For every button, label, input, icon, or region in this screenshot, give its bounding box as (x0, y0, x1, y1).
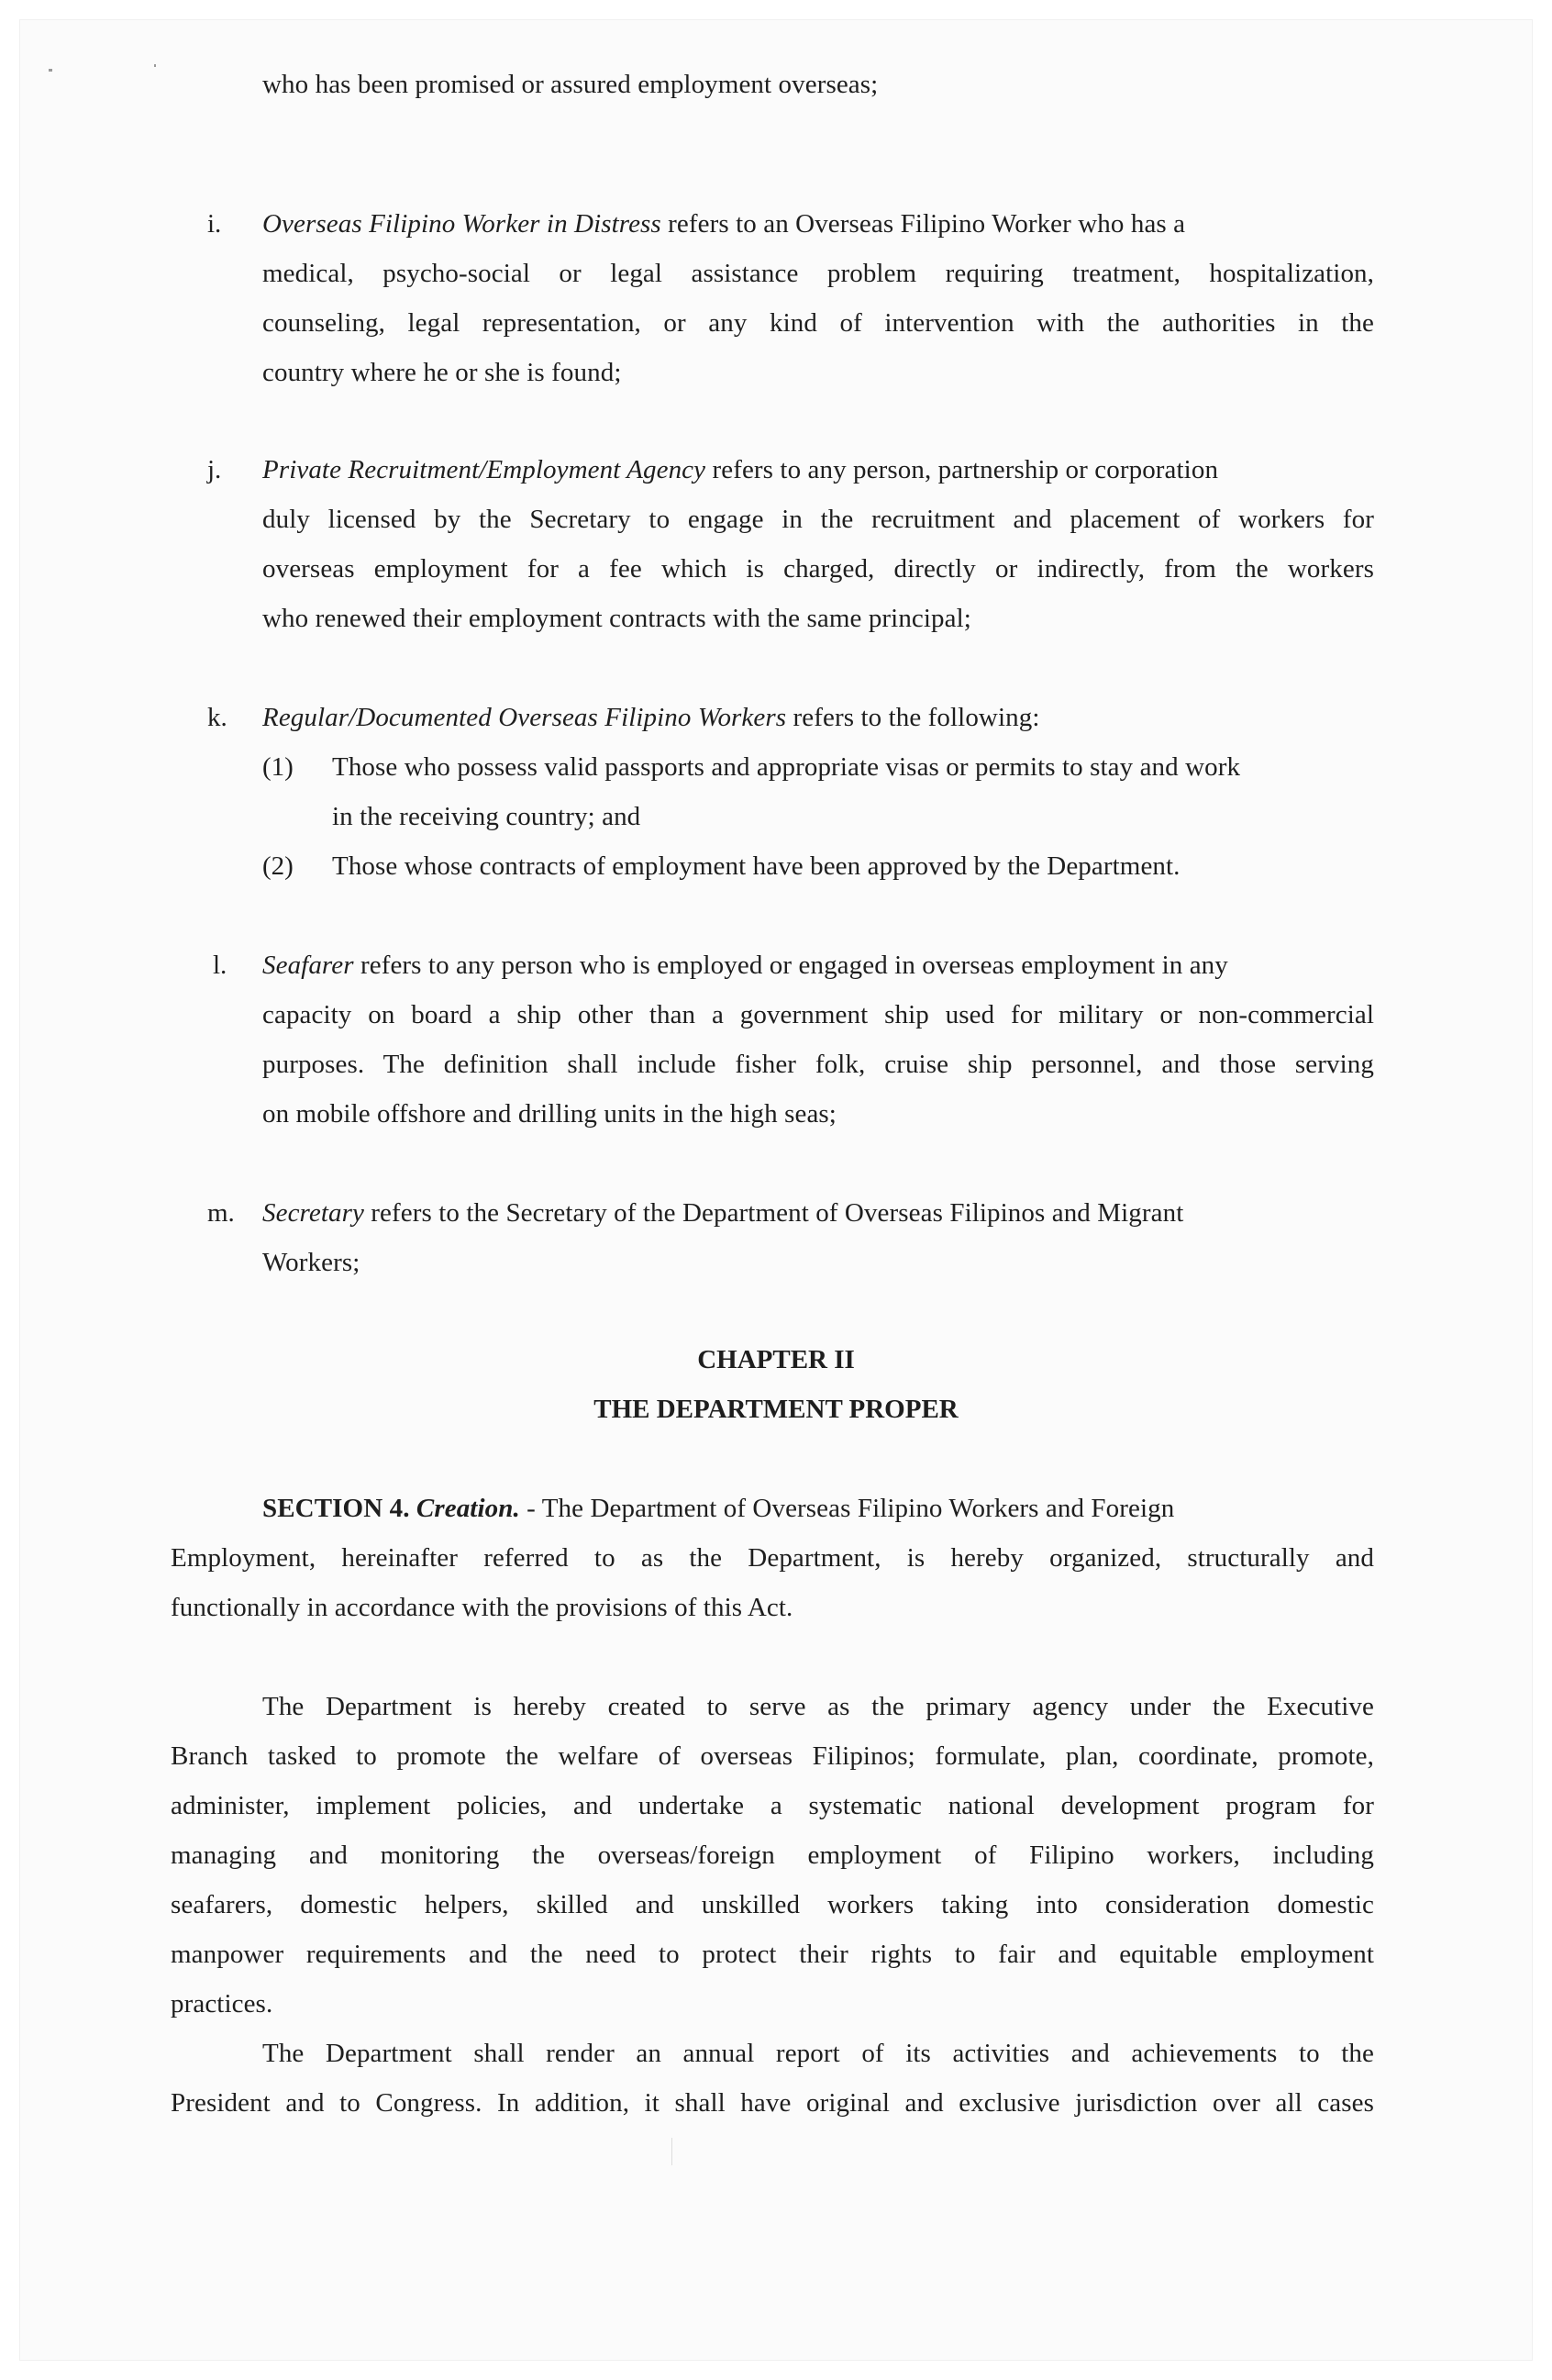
paragraph-1-line-2: Branch tasked to promote the welfare of overseas Filipinos; formulate, plan, coordinate, promote, (171, 1741, 1374, 1771)
definition-marker-l: l. (213, 951, 227, 980)
chapter-number: CHAPTER II (697, 1345, 855, 1374)
scan-speck (49, 69, 52, 72)
definition-term: Private Recruitment/Employment Agency (262, 455, 706, 484)
definition-marker-k: k. (207, 703, 227, 732)
continuation-line: who has been promised or assured employment overseas; (262, 70, 879, 99)
section-heading: Creation. (416, 1494, 520, 1523)
paragraph-1-line-5: seafarers, domestic helpers, skilled and unskilled workers taking into consideration domestic (171, 1890, 1374, 1919)
definition-text: refers to the following: (786, 703, 1040, 732)
definition-j-line-1 (262, 453, 1218, 486)
definition-marker-m: m. (207, 1198, 235, 1228)
definition-j-line-2: duly licensed by the Secretary to engage in the recruitment and placement of workers for (262, 505, 1374, 534)
paragraph-1-line-7: practices. (171, 1989, 273, 2019)
subitem-2-line-1: Those whose contracts of employment have been approved by the Department. (332, 851, 1181, 881)
definition-term: Regular/Documented Overseas Filipino Workers (262, 703, 787, 732)
definition-k-line-1 (262, 701, 1039, 734)
definition-term: Secretary (262, 1198, 364, 1228)
paragraph-2-line-2: President and to Congress. In addition, it shall have original and exclusive jurisdiction over all cases (171, 2088, 1374, 2118)
subitem-1-line-1: Those who possess valid passports and appropriate visas or permits to stay and work (332, 752, 1241, 782)
section-4-line-1 (262, 1492, 1174, 1525)
definition-marker-i: i. (207, 209, 222, 239)
scan-speck (671, 2138, 672, 2165)
definition-l-line-3: purposes. The definition shall include fisher folk, cruise ship personnel, and those serving (262, 1050, 1374, 1079)
paragraph-1-line-1: The Department is hereby created to serve as the primary agency under the Executive (262, 1692, 1374, 1721)
paragraph-1-line-4: managing and monitoring the overseas/foreign employment of Filipino workers, including (171, 1841, 1374, 1870)
definition-text: refers to the Secretary of the Department of Overseas Filipinos and Migrant (363, 1198, 1184, 1228)
paragraph-1-line-6: manpower requirements and the need to protect their rights to fair and equitable employment (171, 1940, 1374, 1969)
section-label: SECTION 4. (262, 1494, 410, 1523)
definition-text: refers to any person, partnership or corporation (705, 455, 1219, 484)
definition-i-line-3: counseling, legal representation, or any kind of intervention with the authorities in the (262, 308, 1374, 338)
paragraph-1-line-3: administer, implement policies, and undertake a systematic national development program for (171, 1791, 1374, 1820)
section-4-line-3: functionally in accordance with the provisions of this Act. (171, 1593, 793, 1622)
section-text: - The Department of Overseas Filipino Workers and Foreign (519, 1494, 1175, 1523)
definition-text: refers to an Overseas Filipino Worker who has a (660, 209, 1186, 239)
definition-text: refers to any person who is employed or engaged in overseas employment in any (353, 951, 1228, 980)
subitem-marker-1: (1) (262, 752, 294, 782)
definition-i-line-1 (262, 207, 1185, 240)
definition-m-line-1 (262, 1196, 1183, 1229)
subitem-1-line-2: in the receiving country; and (332, 802, 641, 831)
definition-i-line-4: country where he or she is found; (262, 358, 622, 387)
definition-term: Seafarer (262, 951, 354, 980)
definition-marker-j: j. (207, 455, 222, 484)
definition-l-line-4: on mobile offshore and drilling units in the high seas; (262, 1099, 837, 1129)
definition-m-line-2: Workers; (262, 1248, 360, 1277)
section-4-line-2: Employment, hereinafter referred to as the Department, is hereby organized, structurally and (171, 1543, 1374, 1573)
paragraph-2-line-1: The Department shall render an annual report of its activities and achievements to the (262, 2039, 1374, 2068)
definition-i-line-2: medical, psycho-social or legal assistance problem requiring treatment, hospitalization, (262, 259, 1374, 288)
definition-l-line-2: capacity on board a ship other than a government ship used for military or non-commercial (262, 1000, 1374, 1029)
definition-term: Overseas Filipino Worker in Distress (262, 209, 661, 239)
chapter-title: THE DEPARTMENT PROPER (593, 1395, 959, 1424)
definition-j-line-3: overseas employment for a fee which is charged, directly or indirectly, from the workers (262, 554, 1374, 584)
definition-j-line-4: who renewed their employment contracts with the same principal; (262, 604, 971, 633)
definition-l-line-1 (262, 949, 1228, 982)
scan-speck (154, 64, 156, 67)
subitem-marker-2: (2) (262, 851, 294, 881)
